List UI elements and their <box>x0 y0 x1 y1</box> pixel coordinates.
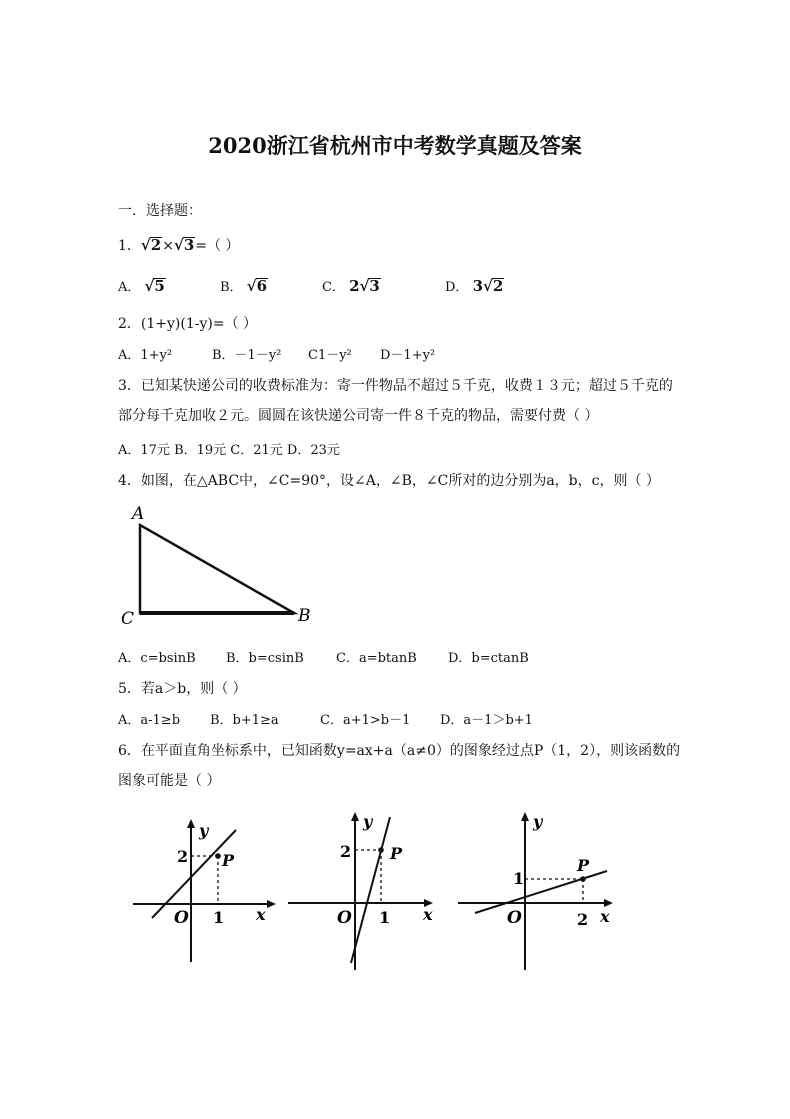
graph-option-2 <box>285 805 440 975</box>
vertex-label-b: B <box>298 606 311 626</box>
question-6-line-2: 图象可能是（ ） <box>118 773 221 789</box>
q1-option-a: A． √5 <box>118 277 165 295</box>
origin-label: O <box>337 908 352 928</box>
q4-option-a: A．c=bsinB <box>118 651 196 666</box>
point-p-marker <box>215 853 221 859</box>
q5-option-d: D．a－1＞b+1 <box>440 713 533 728</box>
origin-label: O <box>507 908 522 928</box>
x-axis-label: x <box>600 907 610 926</box>
y-axis-label: y <box>533 812 543 831</box>
question-3-line-1: 3．已知某快递公司的收费标准为：寄一件物品不超过５千克，收费１３元；超过５千克的 <box>118 378 673 394</box>
page-title: 2020浙江省杭州市中考数学真题及答案 <box>208 133 582 158</box>
question-1 <box>118 235 239 255</box>
x-tick-label: 2 <box>577 910 589 929</box>
question-number: 1． <box>118 238 141 254</box>
y-tick-label: 1 <box>513 869 525 888</box>
answer-blank: =（ ） <box>195 238 240 254</box>
function-line <box>475 871 607 913</box>
function-line <box>351 817 390 963</box>
x-axis-label: x <box>256 905 266 924</box>
q4-option-b: B．b=csinB <box>226 651 304 666</box>
vertex-label-a: A <box>132 504 145 524</box>
point-p-marker <box>580 876 586 882</box>
y-axis-arrow-icon <box>187 819 195 828</box>
point-p-label: P <box>577 856 590 875</box>
x-tick-label: 1 <box>213 908 225 927</box>
x-axis-arrow-icon <box>267 900 276 908</box>
vertex-label-c: C <box>121 609 135 629</box>
triangle-shape <box>140 525 294 613</box>
y-axis-label: y <box>199 821 209 840</box>
triangle-abc-figure <box>118 500 318 635</box>
y-tick-label: 2 <box>340 842 352 861</box>
question-3-line-2: 部分每千克加收２元。圆圆在该快递公司寄一件８千克的物品，需要付费（ ） <box>118 408 599 424</box>
point-p-label: P <box>390 844 403 863</box>
q2-option-a: A．1+y² <box>118 348 173 363</box>
y-axis-arrow-icon <box>521 812 529 821</box>
x-axis-arrow-icon <box>604 899 613 907</box>
section-heading: 一．选择题： <box>118 203 202 219</box>
q1-option-c: C． 2√3 <box>322 277 380 295</box>
x-tick-label: 1 <box>379 908 391 927</box>
question-5: 5．若a＞b，则（ ） <box>118 681 247 697</box>
y-axis-label: y <box>363 812 373 831</box>
graph-option-3 <box>455 805 625 975</box>
q1-option-b: B． √6 <box>220 277 267 295</box>
q4-option-c: C．a=btanB <box>336 651 417 666</box>
q2-option-b: B．－1－y² <box>212 348 282 363</box>
x-axis-label: x <box>423 905 433 924</box>
y-axis-arrow-icon <box>351 812 359 821</box>
times-sign: × <box>162 238 174 254</box>
sqrt-expression-a: √2 <box>140 236 162 254</box>
sqrt-expression-b: √3 <box>173 236 195 254</box>
question-6-line-1: 6．在平面直角坐标系中，已知函数y=ax+a（a≠0）的图象经过点P（1，2），则该函数的 <box>118 743 681 759</box>
point-p-marker <box>378 847 384 853</box>
q4-option-d: D．b=ctanB <box>448 651 529 666</box>
q1-option-d: D． 3√2 <box>445 277 504 295</box>
y-tick-label: 2 <box>177 847 189 866</box>
point-p-label: P <box>222 851 235 870</box>
question-2: 2．(1+y)(1-y)=（ ） <box>118 316 258 332</box>
graph-option-1 <box>130 812 280 972</box>
origin-label: O <box>174 908 189 928</box>
q5-option-b: B．b+1≥a <box>210 713 279 728</box>
question-4: 4．如图，在△ABC中，∠C=90°，设∠A，∠B，∠C所对的边分别为a，b，c，则（ ） <box>118 473 660 489</box>
q2-option-c: C1－y² <box>308 348 352 363</box>
q5-option-c: C．a+1>b－1 <box>320 713 411 728</box>
q2-option-d: D－1+y² <box>380 348 436 363</box>
q5-option-a: A．a-1≥b <box>118 713 181 728</box>
q3-options: A．17元 B．19元 C．21元 D．23元 <box>118 443 340 458</box>
